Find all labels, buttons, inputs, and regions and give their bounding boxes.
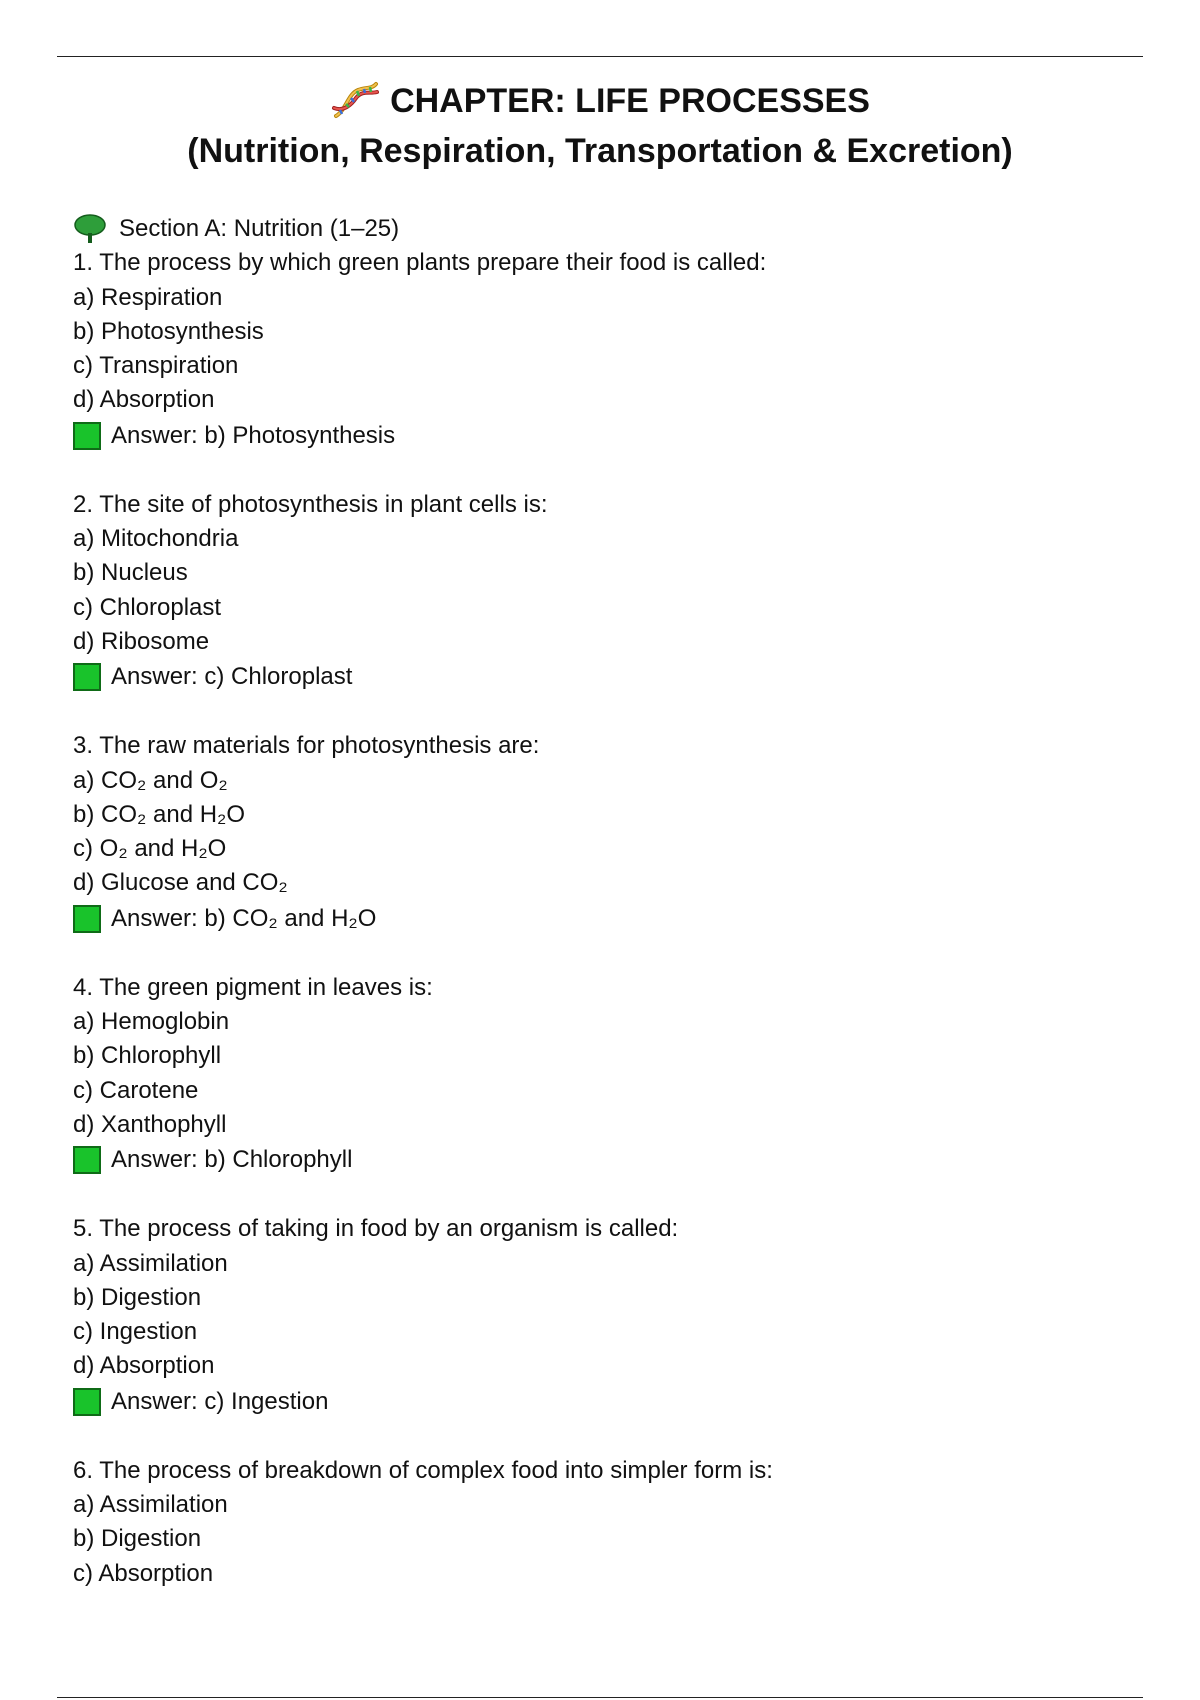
option-d: d) Absorption [73, 386, 215, 414]
question-item [73, 729, 1133, 936]
option-a: a) Respiration [73, 283, 223, 311]
answer-row [73, 1384, 1133, 1420]
question-item [73, 1454, 1133, 1591]
option-c: c) Absorption [73, 1559, 214, 1587]
question-item [73, 971, 1133, 1178]
option-d: d) Glucose and CO₂ [73, 869, 288, 897]
green-square-icon [73, 1146, 101, 1174]
option-a: a) CO₂ and O₂ [73, 766, 228, 794]
green-square-icon [73, 663, 101, 691]
question-text: 3. The raw materials for photosynthesis are: [73, 732, 540, 760]
option-d: d) Xanthophyll [73, 1110, 227, 1138]
option-c: c) Transpiration [73, 352, 239, 380]
page-subtitle: (Nutrition, Respiration, Transportation & Excretion) [187, 132, 1013, 170]
green-square-icon [73, 422, 101, 450]
option-c: c) Chloroplast [73, 593, 222, 621]
answer-text: Answer: c) Ingestion [111, 1387, 329, 1415]
option-b: b) Digestion [73, 1283, 202, 1311]
option-a: a) Hemoglobin [73, 1008, 230, 1036]
option-b: b) Chlorophyll [73, 1042, 222, 1070]
section-heading [73, 212, 1133, 246]
option-c: c) Ingestion [73, 1318, 198, 1346]
option-b: b) Nucleus [73, 559, 188, 587]
option-b: b) Photosynthesis [73, 317, 264, 345]
top-divider [57, 56, 1143, 57]
option-a: a) Assimilation [73, 1491, 228, 1519]
answer-row [73, 418, 1133, 454]
option-a: a) Mitochondria [73, 525, 239, 553]
answer-row [73, 659, 1133, 695]
page-title-row [0, 76, 1200, 126]
question-item [73, 1212, 1133, 1419]
option-b: b) CO₂ and H₂O [73, 800, 246, 828]
section-label: Section A: Nutrition (1–25) [119, 215, 400, 242]
question-item [73, 246, 1133, 453]
question-text: 5. The process of taking in food by an organism is called: [73, 1215, 679, 1243]
answer-row [73, 901, 1133, 937]
answer-row [73, 1142, 1133, 1178]
page-header [0, 76, 1200, 176]
option-b: b) Digestion [73, 1525, 202, 1553]
green-square-icon [73, 905, 101, 933]
question-text: 2. The site of photosynthesis in plant cells is: [73, 490, 548, 518]
option-d: d) Absorption [73, 1352, 215, 1380]
option-c: c) Carotene [73, 1076, 199, 1104]
option-a: a) Assimilation [73, 1249, 228, 1277]
dna-icon [330, 80, 380, 122]
question-text: 6. The process of breakdown of complex food into simpler form is: [73, 1456, 773, 1484]
answer-text: Answer: b) Chlorophyll [111, 1146, 353, 1174]
option-d: d) Ribosome [73, 627, 210, 655]
question-text: 1. The process by which green plants prepare their food is called: [73, 249, 767, 277]
question-item [73, 488, 1133, 695]
green-square-icon [73, 1388, 101, 1416]
question-list [73, 212, 1133, 1591]
question-text: 4. The green pigment in leaves is: [73, 973, 433, 1001]
option-c: c) O₂ and H₂O [73, 835, 227, 863]
answer-text: Answer: b) Photosynthesis [111, 421, 396, 449]
tree-icon [73, 214, 107, 244]
bottom-divider [57, 1697, 1143, 1698]
answer-text: Answer: b) CO₂ and H₂O [111, 904, 377, 932]
answer-text: Answer: c) Chloroplast [111, 663, 353, 691]
page-title: CHAPTER: LIFE PROCESSES [390, 82, 870, 120]
